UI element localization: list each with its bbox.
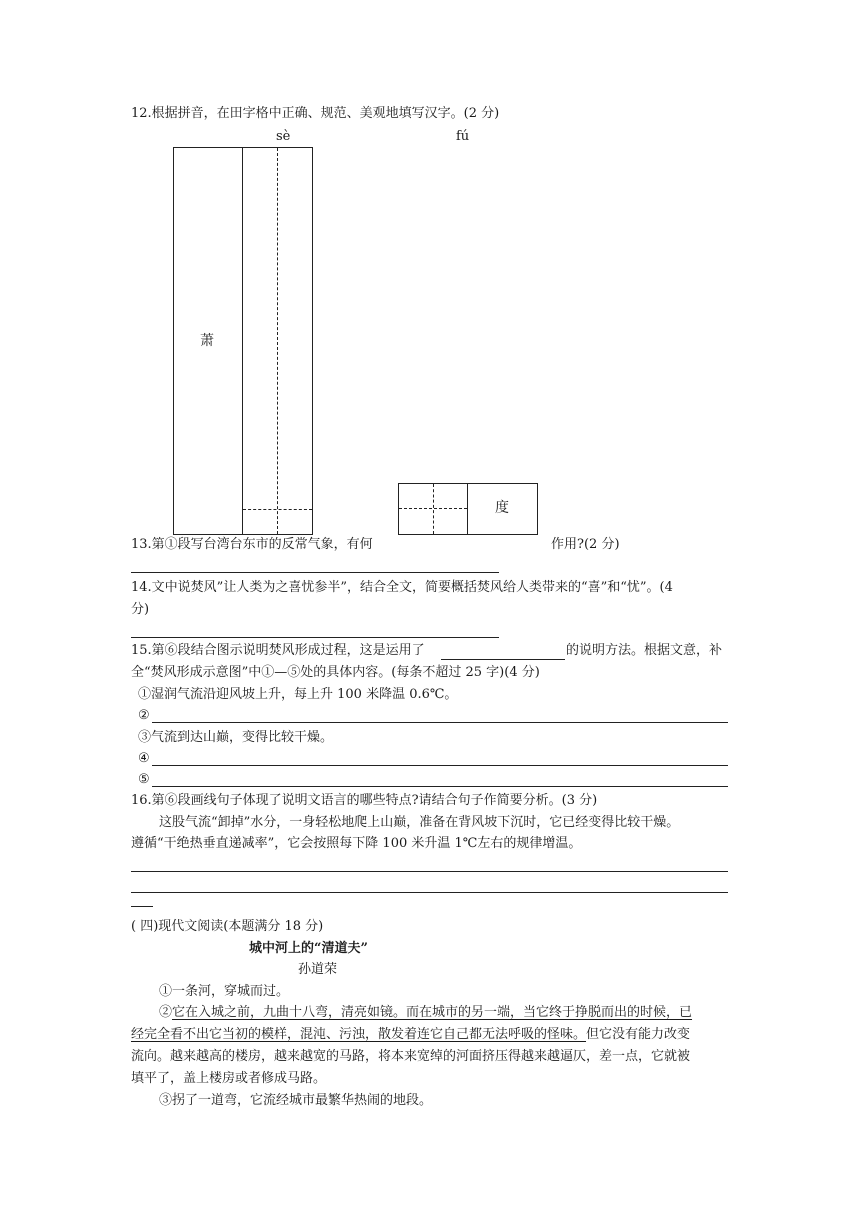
article-p3: ③拐了一道弯，它流经城市最繁华热闹的地段。 [159, 1093, 433, 1108]
q15-item-2: ② [138, 708, 150, 723]
q15-item-3: ③气流到达山巅，变得比较干燥。 [138, 730, 334, 745]
q16-answer-line-1[interactable] [131, 871, 728, 872]
q13-stem-a: 13.第①段写台湾台东市的反常气象，有何 [131, 537, 373, 552]
q15-item-5: ⑤ [138, 772, 150, 787]
p2-plain-2: 但它没有能力改变 [586, 1027, 691, 1042]
article-p2-line2 [131, 1027, 690, 1043]
q14-stem-line2: 分) [131, 602, 150, 617]
q16-quote-line1: 这股气流“卸掉”水分，一身轻松地爬上山巅，准备在背风坡下沉时，它已经变得比较干燥。 [159, 815, 680, 830]
article-p1: ①一条河，穿城而过。 [159, 984, 290, 999]
tianzige-guide-v [277, 148, 278, 534]
q15-stem-line1b: 的说明方法。根据文意，补 [566, 643, 723, 658]
tianzige-guide-h [243, 509, 312, 510]
q12-stem: 12.根据拼音，在田字格中正确、规范、美观地填写汉字。(2 分) [131, 106, 500, 121]
q16-answer-line-2[interactable] [131, 892, 728, 893]
p2-underlined-1: 它在入城之前，九曲十八弯，清亮如镜。而在城市的另一端，当它终于挣脱而出的时候，已 [172, 1005, 693, 1020]
section4-heading: ( 四)现代文阅读(本题满分 18 分) [131, 919, 324, 934]
q15-item-5-line[interactable] [152, 786, 728, 787]
q13-stem-b: 作用?(2 分) [551, 537, 620, 552]
given-char-xiao: 萧 [200, 333, 214, 349]
pinyin-fu: fú [456, 129, 470, 144]
q15-item-2-line[interactable] [152, 722, 728, 723]
q15-blank[interactable] [441, 659, 565, 660]
q15-item-1: ①湿润气流沿迎风坡上升，每上升 100 米降温 0.6℃。 [138, 687, 458, 702]
p2-underlined-2: 经完全看不出它当初的模样，混沌、污浊，散发着连它自己都无法呼吸的怪味。 [131, 1027, 587, 1042]
p2-marker: ② [159, 1005, 173, 1020]
tianzige-guide-v2 [433, 484, 434, 534]
q15-stem-line1a: 15.第⑥段结合图示说明焚风形成过程，这是运用了 [131, 643, 425, 658]
q13-answer-line[interactable] [131, 572, 499, 573]
article-p2-line4: 填平了，盖上楼房或者修成马路。 [131, 1071, 327, 1086]
article-p2-line3: 流向。越来越高的楼房，越来越宽的马路，将本来宽绰的河面挤压得越来越逼仄，差一点，它就被 [131, 1049, 691, 1064]
q16-quote-line2: 遵循“干绝热垂直递减率”，它会按照每下降 100 米升温 1℃左右的规律增温。 [131, 836, 582, 851]
tianzige-guide-h2 [399, 508, 467, 509]
article-p2-line1 [159, 1005, 692, 1021]
q16-answer-line-3[interactable] [131, 906, 153, 907]
q14-stem-line1: 14.文中说焚风”让人类为之喜忧参半”，结合全文，简要概括焚风给人类带来的“喜”和“忧”。(4 [131, 580, 673, 595]
q16-stem: 16.第⑥段画线句子体现了说明文语言的哪些特点?请结合句子作简要分析。(3 分) [131, 793, 598, 808]
given-char-du: 度 [495, 500, 509, 516]
article-title: 城中河上的“清道夫” [249, 941, 368, 956]
q15-item-4-line[interactable] [152, 765, 728, 766]
pinyin-se: sè [276, 129, 291, 144]
q15-item-4: ④ [138, 751, 150, 766]
q15-stem-line2: 全“焚风形成示意图”中①—⑤处的具体内容。(每条不超过 25 字)(4 分) [131, 665, 540, 680]
article-author: 孙道荣 [298, 962, 338, 977]
q14-answer-line[interactable] [131, 637, 499, 638]
